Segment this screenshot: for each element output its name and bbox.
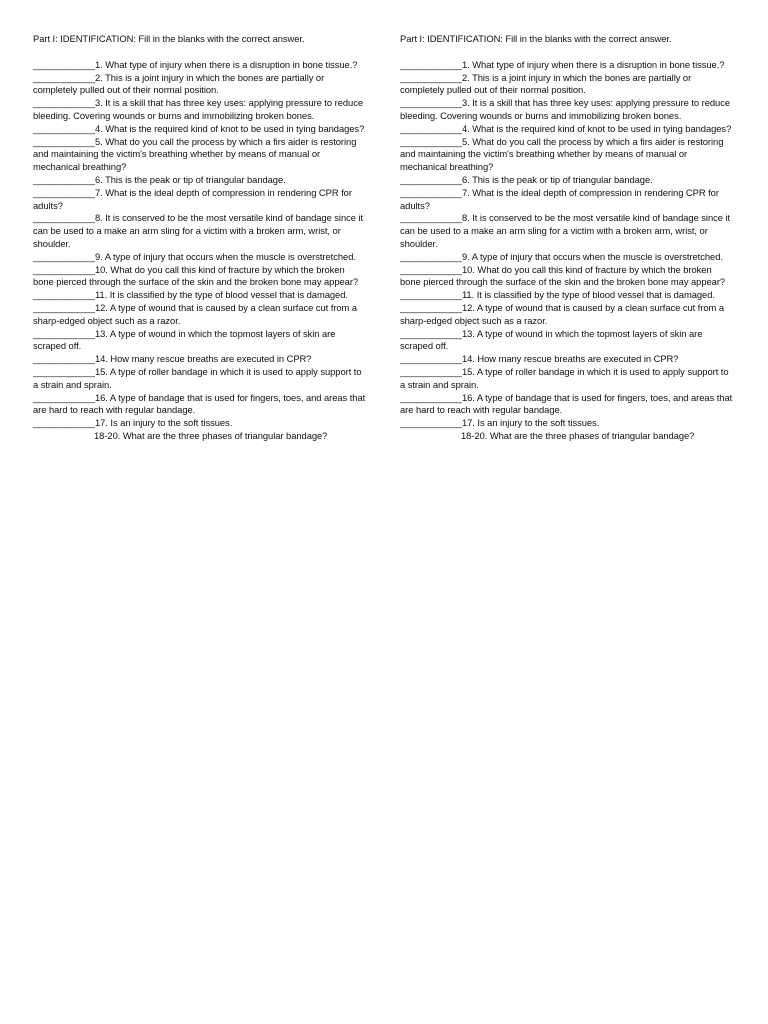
worksheet-title: Part I: IDENTIFICATION: Fill in the blanks with the correct answer.	[33, 33, 305, 44]
question-7: ____________7. What is the ideal depth of compression in rendering CPR for adults?	[33, 186, 352, 211]
question-13: ____________13. A type of wound in which the topmost layers of skin are scraped off.	[400, 327, 703, 352]
question-14: ____________14. How many rescue breaths are executed in CPR?	[33, 353, 312, 365]
worksheet-right	[400, 33, 734, 455]
question-5: ____________5. What do you call the process by which a firs aider is restoring and maintaining the victim's breathing whether by means of manual or mechanical breathing?	[33, 135, 357, 173]
question-12: ____________12. A type of wound that is caused by a clean surface cut from a sharp-edged object such as a razor.	[400, 301, 725, 326]
question-8: ____________8. It is conserved to be the most versatile kind of bandage since it can be used to a make an arm sling for a victim with a broken arm, wrist, or shoulder.	[400, 212, 731, 249]
question-13: ____________13. A type of wound in which the topmost layers of skin are scraped off.	[33, 327, 336, 352]
answer-blank-line: ________________________________________________________________	[400, 446, 731, 455]
question-18-20: 18-20. What are the three phases of triangular bandage?	[461, 429, 695, 441]
question-7: ____________7. What is the ideal depth of compression in rendering CPR for adults?	[400, 186, 719, 211]
question-12: ____________12. A type of wound that is caused by a clean surface cut from a sharp-edged object such as a razor.	[33, 301, 358, 326]
question-16: ____________16. A type of bandage that is used for fingers, toes, and areas that are hard to reach with regular bandage.	[33, 391, 366, 416]
question-2: ____________2. This is a joint injury in which the bones are partially or completely pulled out of their normal position.	[400, 71, 692, 96]
question-11: ____________11. It is classified by the type of blood vessel that is damaged.	[400, 289, 715, 301]
worksheet-title: Part I: IDENTIFICATION: Fill in the blanks with the correct answer.	[400, 33, 672, 44]
question-2: ____________2. This is a joint injury in which the bones are partially or completely pulled out of their normal position.	[33, 71, 325, 96]
question-16: ____________16. A type of bandage that is used for fingers, toes, and areas that are hard to reach with regular bandage.	[400, 391, 733, 416]
question-5: ____________5. What do you call the process by which a firs aider is restoring and maintaining the victim's breathing whether by means of manual or mechanical breathing?	[400, 135, 724, 173]
question-1: ____________1. What type of injury when there is a disruption in bone tissue.?	[33, 58, 358, 70]
question-10: ____________10. What do you call this kind of fracture by which the broken bone pierced through the surface of the skin and the broken bone may appear?	[33, 263, 359, 288]
question-18-20: 18-20. What are the three phases of triangular bandage?	[94, 429, 328, 441]
question-8: ____________8. It is conserved to be the most versatile kind of bandage since it can be used to a make an arm sling for a victim with a broken arm, wrist, or shoulder.	[33, 212, 364, 249]
answer-blank-line: ________________________________________________________________	[33, 446, 364, 455]
question-6: ____________6. This is the peak or tip of triangular bandage.	[400, 173, 653, 185]
question-9: ____________9. A type of injury that occurs when the muscle is overstretched.	[33, 250, 356, 262]
question-17: ____________17. Is an injury to the soft tissues.	[33, 417, 233, 429]
question-14: ____________14. How many rescue breaths are executed in CPR?	[400, 353, 679, 365]
question-11: ____________11. It is classified by the type of blood vessel that is damaged.	[33, 289, 348, 301]
question-10: ____________10. What do you call this kind of fracture by which the broken bone pierced through the surface of the skin and the broken bone may appear?	[400, 263, 726, 288]
question-4: ____________4. What is the required kind of knot to be used in tying bandages?	[33, 122, 365, 134]
question-1: ____________1. What type of injury when there is a disruption in bone tissue.?	[400, 58, 725, 70]
question-4: ____________4. What is the required kind of knot to be used in tying bandages?	[400, 122, 732, 134]
worksheet-left	[33, 33, 367, 455]
question-17: ____________17. Is an injury to the soft tissues.	[400, 417, 600, 429]
question-6: ____________6. This is the peak or tip of triangular bandage.	[33, 173, 286, 185]
question-15: ____________15. A type of roller bandage in which it is used to apply support to a strain and sprain.	[33, 365, 362, 390]
question-9: ____________9. A type of injury that occurs when the muscle is overstretched.	[400, 250, 723, 262]
question-3: ____________3. It is a skill that has three key uses: applying pressure to reduce bleeding. Covering wounds or burns and immobilizing broken bones.	[400, 97, 731, 121]
question-3: ____________3. It is a skill that has three key uses: applying pressure to reduce bleeding. Covering wounds or burns and immobilizing broken bones.	[33, 97, 364, 121]
question-15: ____________15. A type of roller bandage in which it is used to apply support to a strain and sprain.	[400, 365, 729, 390]
